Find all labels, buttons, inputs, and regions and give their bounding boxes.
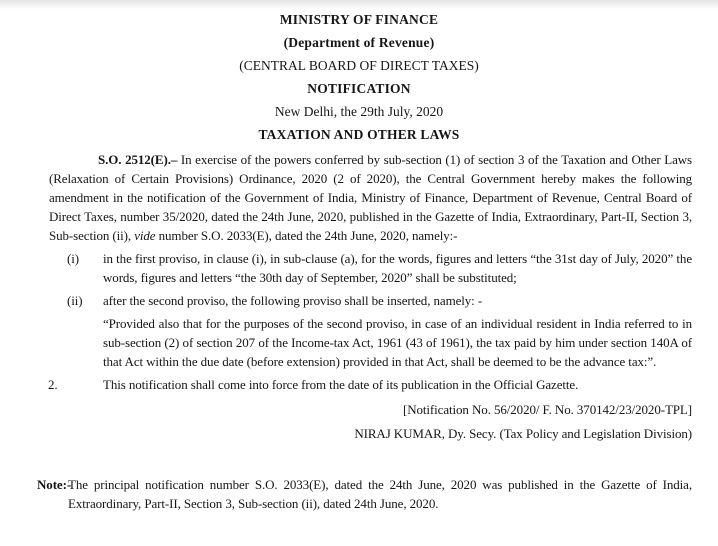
signature-line: NIRAJ KUMAR, Dy. Secy. (Tax Policy and Legislation Division) [354, 426, 692, 441]
amendment-marker-ii: (ii) [67, 293, 83, 308]
clause-2-marker: 2. [48, 377, 58, 392]
department-subtitle: (Department of Revenue) [283, 35, 435, 50]
footnote-label: Note:- [37, 477, 72, 492]
opening-paragraph-text-tail: number S.O. 2033(E), dated the 24th June, 2020, namely:- [155, 228, 458, 243]
inserted-proviso-quote: “Provided also that for the purposes of the second proviso, in case of an individual resident in India referred to in sub-section (2) of section 207 of the Income-tax Act, 1961 (43 of 1961), the tax paid by him under section 140A of that Act within the due date (before extension) provided in that Act, shall be deemed to be the advance tax:”. [103, 316, 692, 369]
notification-heading: NOTIFICATION [307, 81, 411, 96]
footnote-text: The principal notification number S.O. 2033(E), dated the 24th June, 2020 was published in the Gazette of India, Extraordinary, Part-II, Section 3, Sub-section (ii), dated 24th June, 2020. [68, 477, 692, 511]
notification-ref-line: [Notification No. 56/2020/ F. No. 370142/23/2020-TPL] [402, 402, 692, 417]
amendment-item-i [67, 249, 692, 287]
clause-2 [48, 375, 692, 394]
opening-paragraph [49, 150, 692, 245]
board-subtitle: (CENTRAL BOARD OF DIRECT TAXES) [239, 58, 479, 73]
ministry-title: MINISTRY OF FINANCE [279, 12, 439, 27]
amendment-marker-i: (i) [67, 251, 79, 266]
amendment-text-i: in the first proviso, in clause (i), in sub-clause (a), for the words, figures and letters “the 31st day of July, 2020” the words, figures and letters “the 30th day of September, 2020” shall be substituted; [103, 251, 692, 285]
clause-2-text: This notification shall come into force from the date of its publication in the Official Gazette. [103, 377, 579, 392]
amendment-text-ii: after the second proviso, the following proviso shall be inserted, namely: - [103, 293, 483, 308]
so-number: S.O. 2512(E).– [98, 152, 178, 167]
footnote [37, 475, 692, 513]
amendment-item-ii [67, 291, 692, 310]
vide-word: vide [134, 228, 156, 243]
opening-paragraph-text: In exercise of the powers conferred by sub-section (1) of section 3 of the Taxation and Other Laws (Relaxation of Certain Provisions) Ordinance, 2020 (2 of 2020), the Central Government hereby makes the following amendment in the notification of the Government of India, Ministry of Finance, Department of Revenue, Central Board of Direct Taxes, number 35/2020, dated the 24th June, 2020, published in the Gazette of India, Extraordinary, Part-II, Section 3, Sub-section (ii), [49, 152, 692, 243]
document-header [0, 0, 718, 142]
place-date-line: New Delhi, the 29th July, 2020 [274, 104, 444, 119]
subject-heading: TAXATION AND OTHER LAWS [258, 127, 460, 142]
